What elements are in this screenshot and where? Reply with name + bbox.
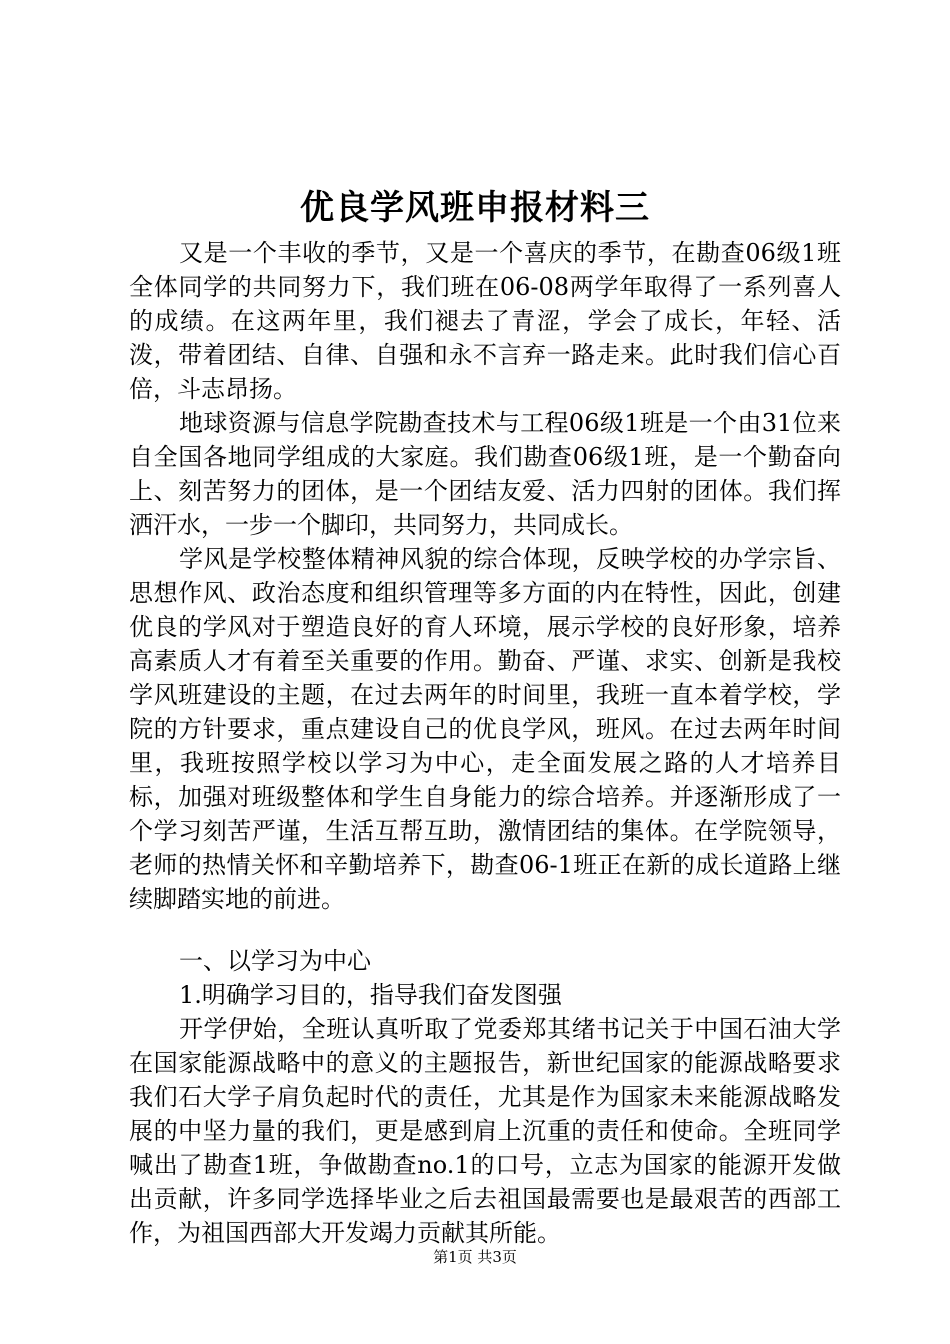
document-title: 优良学风班申报材料三 bbox=[300, 188, 650, 228]
section-heading: 一、以学习为中心 bbox=[179, 947, 371, 975]
paragraph-study-style: 学风是学校整体精神风貌的综合体现，反映学校的办学宗旨、思想作风、政治态度和组织管理等多方面的内在特性，因此，创建优良的学风对于塑造良好的育人环境，展示学校的良好形象，培养高素质人才有着至关重要的作用。勤奋、严谨、求实、创新是我校学风班建设的主题，在过去两年的时间里，我班一直本着学校，学院的方针要求，重点建设自己的优良学风，班风。在过去两年时间里，我班按照学校以学习为中心，走全面发展之路的人才培养目标，加强对班级整体和学生自身能力的综合培养。并逐渐形成了一个学习刻苦严谨，生活互帮互助，激情团结的集体。在学院领导，老师的热情关怀和辛勤培养下，勘查06-1班正在新的成长道路上继续脚踏实地的前进。 bbox=[129, 545, 841, 913]
paragraph-class-intro: 地球资源与信息学院勘查技术与工程06级1班是一个由31位来自全国各地同学组成的大家庭。我们勘查06级1班，是一个勤奋向上、刻苦努力的团体，是一个团结友爱、活力四射的团体。我们挥洒汗水，一步一个脚印，共同努力，共同成长。 bbox=[129, 409, 841, 539]
subsection-heading: 1.明确学习目的，指导我们奋发图强 bbox=[179, 981, 562, 1009]
paragraph-spacer bbox=[129, 916, 841, 944]
paragraph-intro: 又是一个丰收的季节，又是一个喜庆的季节，在勘查06级1班全体同学的共同努力下，我们班在06-08两学年取得了一系列喜人的成绩。在这两年里，我们褪去了青涩，学会了成长，年轻、活泼，带着团结、自律、自强和永不言弃一路走来。此时我们信心百倍，斗志昂扬。 bbox=[129, 239, 841, 403]
document-body bbox=[129, 236, 841, 1250]
paragraph-study-goal: 开学伊始，全班认真听取了党委郑其绪书记关于中国石油大学在国家能源战略中的意义的主题报告，新世纪国家的能源战略要求我们石大学子肩负起时代的责任，尤其是作为国家未来能源战略发展的中坚力量的我们，更是感到肩上沉重的责任和使命。全班同学喊出了勘查1班，争做勘查no.1的口号，立志为国家的能源开发做出贡献，许多同学选择毕业之后去祖国最需要也是最艰苦的西部工作，为祖国西部大开发竭力贡献其所能。 bbox=[129, 1015, 841, 1247]
page-footer: 第1页 共3页 bbox=[433, 1248, 517, 1266]
